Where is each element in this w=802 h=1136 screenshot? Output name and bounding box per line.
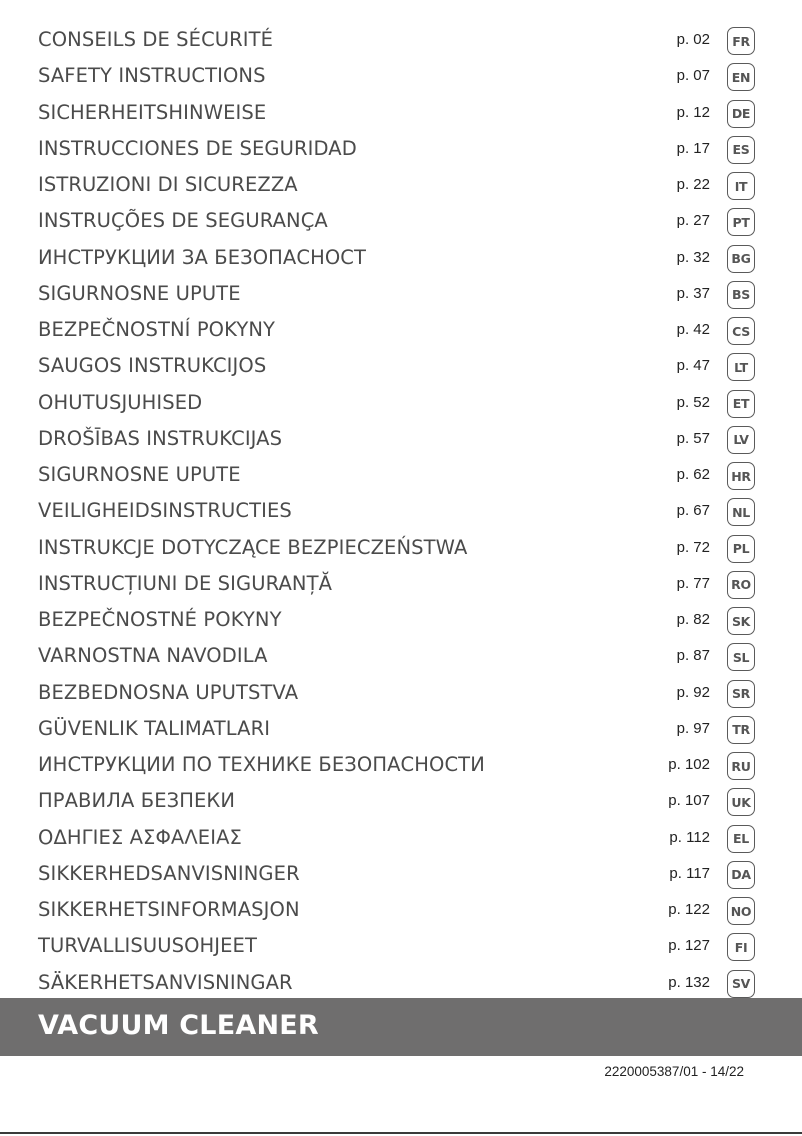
toc-section-title[interactable]: ИНСТРУКЦИИ ЗА БЕЗОПАСНОСТ <box>38 245 367 269</box>
language-code-badge: DE <box>727 100 755 128</box>
toc-row-lv[interactable] <box>0 421 802 457</box>
toc-section-title[interactable]: BEZPEČNOSTNÍ POKYNY <box>38 318 276 341</box>
toc-section-title[interactable]: BEZPEČNOSTNÉ POKYNY <box>38 608 282 631</box>
toc-section-title[interactable]: SÄKERHETSANVISNINGAR <box>38 970 293 994</box>
language-code-badge: SR <box>727 680 755 708</box>
toc-page-number: p. 12 <box>676 103 710 121</box>
toc-row-nl[interactable] <box>0 493 802 529</box>
language-code-badge: RO <box>727 571 755 599</box>
language-code-badge: NL <box>727 498 755 526</box>
toc-row-sv[interactable] <box>0 965 802 1001</box>
language-code-badge: LT <box>727 353 755 381</box>
toc-section-title[interactable]: CONSEILS DE SÉCURITÉ <box>38 28 274 51</box>
toc-section-title[interactable]: INSTRUÇÕES DE SEGURANÇA <box>38 209 328 233</box>
toc-section-title[interactable]: SAUGOS INSTRUKCIJOS <box>38 354 267 378</box>
toc-page-number: p. 17 <box>676 139 710 157</box>
language-code-badge: EL <box>727 825 755 853</box>
toc-page-number: p. 32 <box>676 248 710 266</box>
toc-page-number: p. 57 <box>676 429 710 447</box>
language-code-badge: LV <box>727 426 755 454</box>
toc-row-sr[interactable] <box>0 675 802 711</box>
toc-page-number: p. 92 <box>676 683 710 701</box>
toc-page-number: p. 102 <box>668 756 710 773</box>
language-code-badge: TR <box>727 716 755 744</box>
language-code-badge: RU <box>727 752 755 780</box>
language-code-badge: PT <box>727 208 755 236</box>
toc-row-cs[interactable] <box>0 312 802 348</box>
toc-section-title[interactable]: ИНСТРУКЦИИ ПО ТЕХНИКЕ БЕЗОПАСНОСТИ <box>38 753 485 776</box>
toc-section-title[interactable]: INSTRUKCJE DOTYCZĄCE BEZPIECZEŃSTWA <box>38 535 468 559</box>
language-code-badge: SL <box>727 643 755 671</box>
toc-section-title[interactable]: VARNOSTNA NAVODILA <box>38 644 268 668</box>
toc-row-et[interactable] <box>0 385 802 421</box>
toc-row-no[interactable] <box>0 892 802 928</box>
product-banner <box>0 998 802 1056</box>
toc-page-number: p. 87 <box>676 647 710 665</box>
toc-section-title[interactable]: INSTRUCȚIUNI DE SIGURANȚĂ <box>38 571 333 595</box>
toc-row-ru[interactable] <box>0 747 802 783</box>
toc-page-number: p. 112 <box>669 828 710 846</box>
language-code-badge: BG <box>727 245 755 273</box>
table-of-contents <box>0 22 802 1001</box>
toc-page-number: p. 02 <box>676 31 710 48</box>
toc-section-title[interactable]: TURVALLISUUSOHJEET <box>38 934 257 958</box>
language-code-badge: SK <box>727 607 755 635</box>
document-reference-code: 2220005387/01 - 14/22 <box>604 1064 744 1079</box>
toc-row-it[interactable] <box>0 167 802 203</box>
toc-page-number: p. 62 <box>676 466 710 483</box>
toc-row-tr[interactable] <box>0 711 802 747</box>
toc-section-title[interactable]: SAFETY INSTRUCTIONS <box>38 64 266 88</box>
toc-row-hr[interactable] <box>0 457 802 493</box>
language-code-badge: ET <box>727 390 755 418</box>
toc-section-title[interactable]: BEZBEDNOSNA UPUTSTVA <box>38 680 299 704</box>
toc-section-title[interactable]: SIKKERHEDSANVISNINGER <box>38 861 300 885</box>
toc-page-number: p. 37 <box>676 284 710 302</box>
toc-section-title[interactable]: ПРАВИЛА БЕЗПЕКИ <box>38 789 236 813</box>
toc-row-pl[interactable] <box>0 530 802 566</box>
toc-row-ro[interactable] <box>0 566 802 602</box>
toc-page-number: p. 52 <box>676 393 710 411</box>
language-code-badge: HR <box>727 462 755 490</box>
language-code-badge: NO <box>727 897 755 925</box>
language-code-badge: FR <box>727 27 755 55</box>
toc-row-pt[interactable] <box>0 203 802 239</box>
language-code-badge: FI <box>727 933 755 961</box>
toc-row-el[interactable] <box>0 820 802 856</box>
language-code-badge: SV <box>727 970 755 998</box>
toc-row-en[interactable] <box>0 58 802 94</box>
toc-section-title[interactable]: ISTRUZIONI DI SICUREZZA <box>38 173 298 196</box>
toc-section-title[interactable]: VEILIGHEIDSINSTRUCTIES <box>38 499 292 523</box>
toc-section-title[interactable]: SIGURNOSNE UPUTE <box>38 463 241 486</box>
toc-section-title[interactable]: INSTRUCCIONES DE SEGURIDAD <box>38 136 357 160</box>
toc-page-number: p. 127 <box>668 937 710 955</box>
toc-row-bs[interactable] <box>0 276 802 312</box>
toc-section-title[interactable]: SIGURNOSNE UPUTE <box>38 281 241 305</box>
toc-row-da[interactable] <box>0 856 802 892</box>
toc-page-number: p. 47 <box>676 357 710 375</box>
toc-row-sl[interactable] <box>0 638 802 674</box>
toc-section-title[interactable]: DROŠĪBAS INSTRUKCIJAS <box>38 426 283 450</box>
language-code-badge: IT <box>727 172 755 200</box>
toc-section-title[interactable]: ΟΔΗΓΙΕΣ ΑΣΦΑΛΕΙΑΣ <box>38 825 242 849</box>
toc-section-title[interactable]: OHUTUSJUHISED <box>38 390 203 414</box>
language-code-badge: ES <box>727 136 755 164</box>
language-code-badge: BS <box>727 281 755 309</box>
toc-row-lt[interactable] <box>0 348 802 384</box>
toc-page-number: p. 67 <box>676 502 710 520</box>
toc-page-number: p. 107 <box>668 792 710 810</box>
toc-page-number: p. 97 <box>676 719 710 737</box>
language-code-badge: CS <box>727 317 755 345</box>
toc-section-title[interactable]: SICHERHEITSHINWEISE <box>38 100 267 124</box>
toc-row-bg[interactable] <box>0 240 802 276</box>
toc-row-uk[interactable] <box>0 783 802 819</box>
toc-page-number: p. 82 <box>676 611 710 628</box>
toc-row-es[interactable] <box>0 131 802 167</box>
toc-row-fr[interactable] <box>0 22 802 58</box>
bottom-divider <box>0 1132 802 1134</box>
toc-page-number: p. 117 <box>669 864 710 882</box>
toc-page-number: p. 77 <box>676 574 710 592</box>
language-code-badge: DA <box>727 861 755 889</box>
product-title: VACUUM CLEANER <box>38 1010 319 1041</box>
language-code-badge: EN <box>727 63 755 91</box>
toc-row-de[interactable] <box>0 95 802 131</box>
language-code-badge: PL <box>727 535 755 563</box>
toc-page-number: p. 122 <box>668 901 710 918</box>
toc-page-number: p. 132 <box>668 973 710 991</box>
toc-row-fi[interactable] <box>0 928 802 964</box>
toc-section-title[interactable]: SIKKERHETSINFORMASJON <box>38 898 300 921</box>
toc-page-number: p. 07 <box>676 67 710 85</box>
toc-section-title[interactable]: GÜVENLIK TALIMATLARI <box>38 716 271 740</box>
toc-row-sk[interactable] <box>0 602 802 638</box>
toc-page-number: p. 72 <box>676 538 710 556</box>
toc-page-number: p. 22 <box>676 176 710 193</box>
toc-page-number: p. 42 <box>676 321 710 338</box>
toc-page-number: p. 27 <box>676 212 710 230</box>
language-code-badge: UK <box>727 788 755 816</box>
